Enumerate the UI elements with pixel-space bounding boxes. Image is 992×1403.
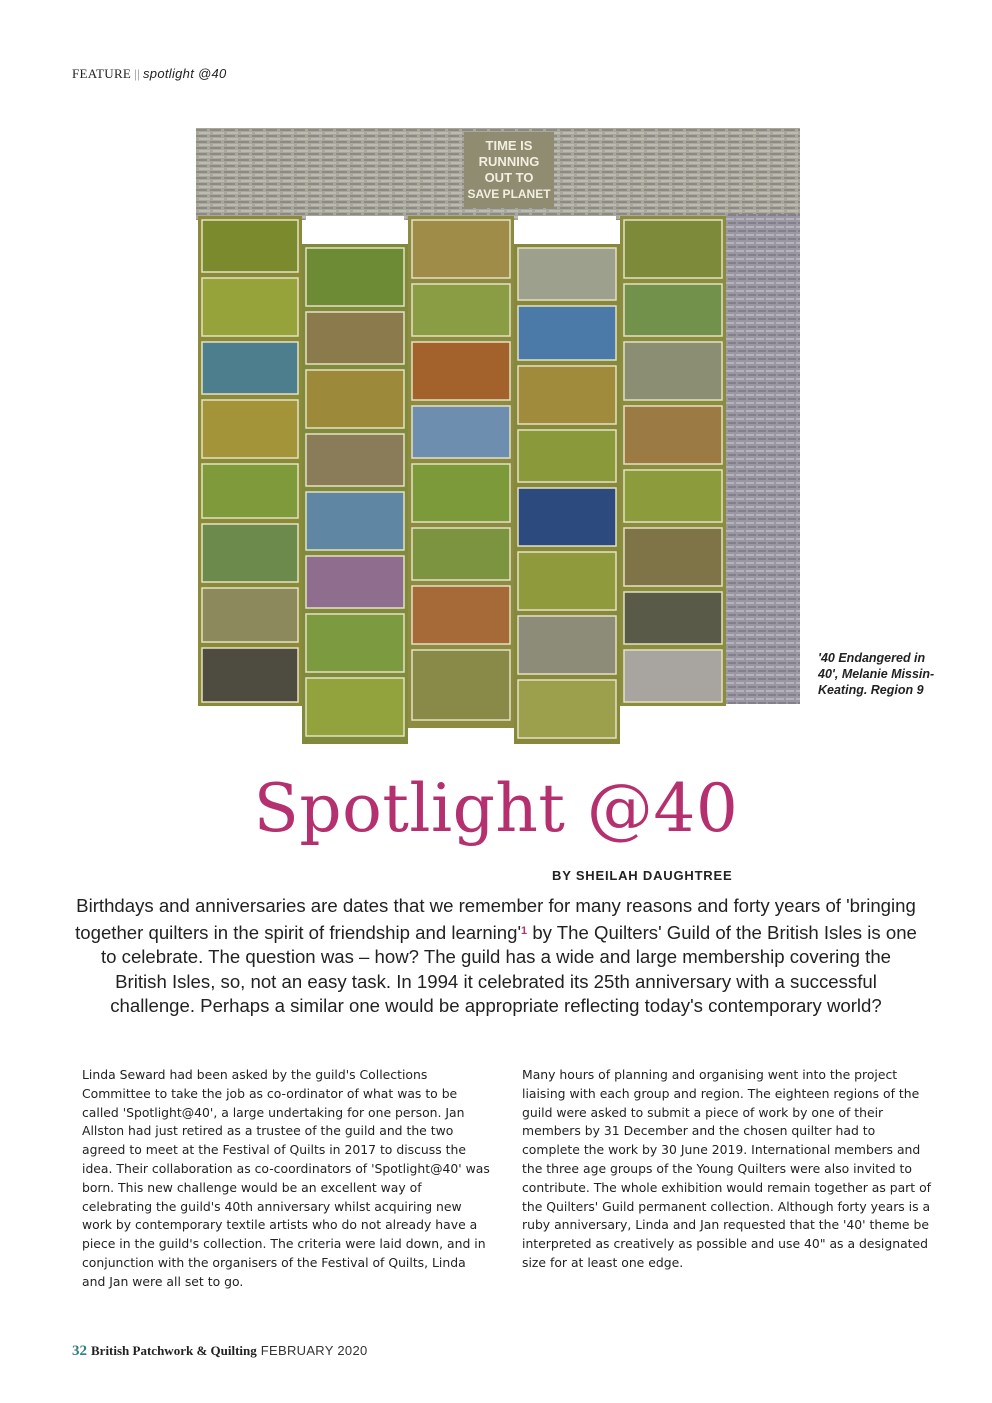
page-number: 32 [72,1343,87,1359]
quilt-gap-left [306,216,404,244]
quilt-top-border [196,128,800,220]
image-caption: '40 Endangered in 40', Melanie Missin-Keating. Region 9 [818,651,935,697]
quilt-photo [196,128,800,744]
page-footer [72,1343,368,1360]
article-byline: BY SHEILAH DAUGHTREE [552,868,733,883]
article-title: Spotlight @40 [253,770,739,847]
footnote-marker: 1 [521,924,528,937]
svg-text:RUNNING: RUNNING [478,154,540,169]
subsection-label: spotlight @40 [142,66,227,81]
body-column-right: Many hours of planning and organising went into the project liaising with each group and region. The eighteen regions of the guild were asked to submit a piece of work by one of their members by 31 December and the chosen quilter had to complete the work by 30 June 2019. International members and the three age groups of the Young Quilters were also invited to contribute. The whole exhibition would remain together as part of the Quilters' Guild permanent collection. Although forty years is a ruby anniversary, Linda and Jan requested that the '40' theme be interpreted as creatively as possible and use 40" as a designated size for at least one edge. [522,1067,932,1270]
section-kicker [72,66,227,82]
quilt-patches [202,220,722,738]
magazine-name: British Patchwork & Quilting [91,1343,257,1358]
standfirst-part-2: by The Quilters' Guild of the British Isles is one to celebrate. The question was – how? The guild has a wide and large membership covering the British Isles, so, not an easy task. In 1994 it celebrated its 25th anniversary with a successful challenge. Perhaps a similar one would be appropriate reflecting today's contemporary world? [100,921,917,1016]
svg-text:SAVE PLANET: SAVE PLANET [467,187,551,201]
body-column-left: Linda Seward had been asked by the guild's Collections Committee to take the job as co-ordinator of what was to be called 'Spotlight@40', a large undertaking for one person. Jan Allston had just retired as a trustee of the guild and the two agreed to meet at the Festival of Quilts in 2017 to discuss the idea. Their collaboration as co-coordinators of 'Spotlight@40' was born. This new challenge would be an excellent way of celebrating the guild's 40th anniversary whilst acquiring new work by contemporary textile artists who do not already have a piece in the guild's collection. The criteria were laid down, and in conjunction with the organisers of the Festival of Quilts, Linda and Jan were all set to go. [82,1067,490,1289]
quilt-right-border [726,214,800,704]
article-standfirst [74,894,918,1019]
kicker-separator: || [134,66,140,81]
svg-text:OUT TO: OUT TO [484,170,534,185]
issue-date: FEBRUARY 2020 [260,1343,368,1358]
svg-text:TIME IS: TIME IS [485,138,533,153]
quilt-gap-right [518,216,616,244]
section-label: FEATURE [72,66,132,81]
standfirst-part-1: Birthdays and anniversaries are dates that we remember for many reasons and forty years of 'bringing together quilters in the spirit of friendship and learning' [75,895,916,943]
